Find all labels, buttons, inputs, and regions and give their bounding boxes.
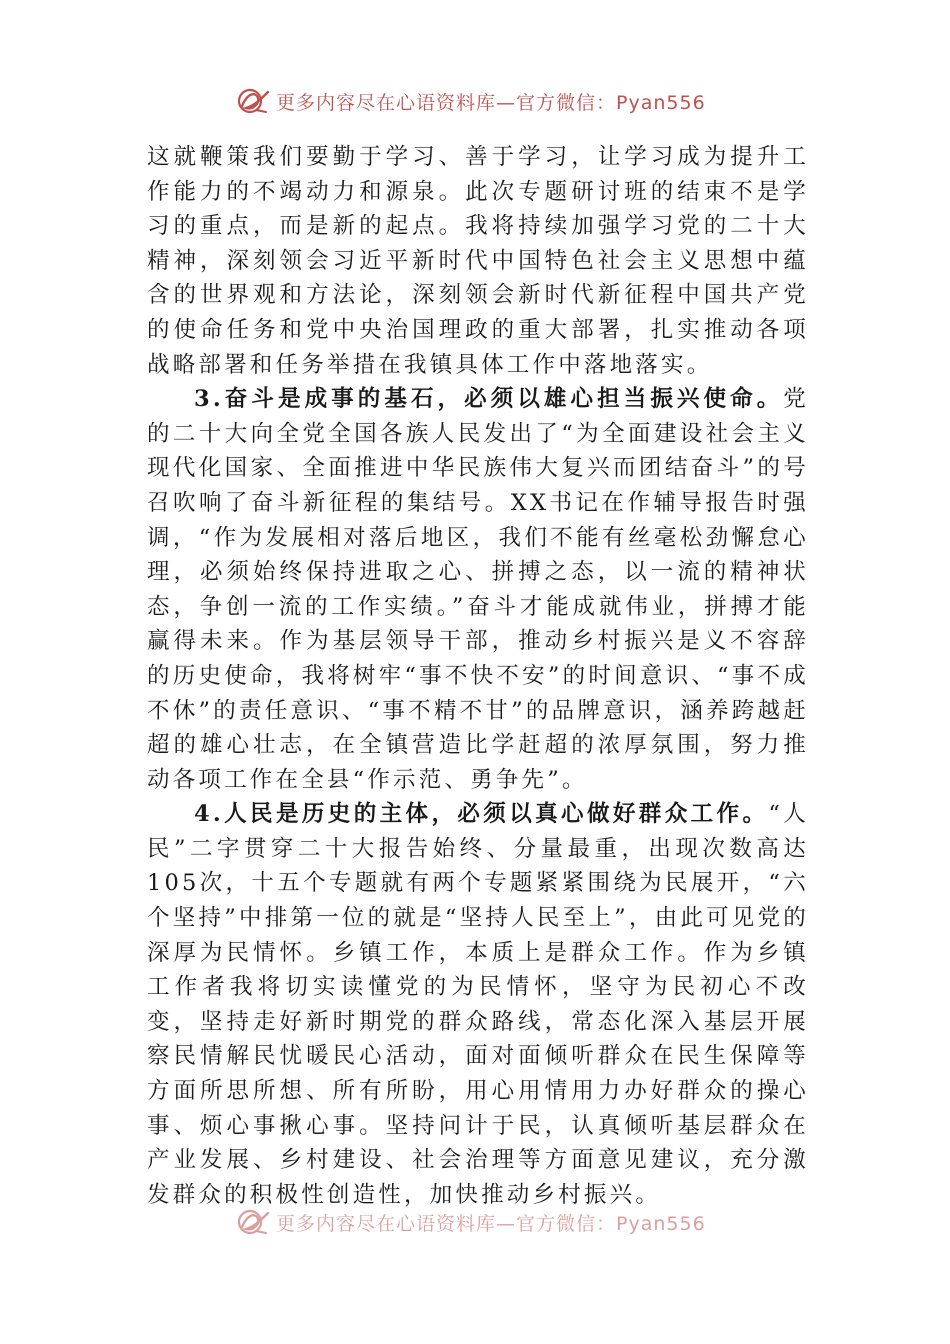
paragraph-3-body: “人民”二字贯穿二十大报告始终、分量最重，出现次数高达105次，十五个专题就有两个专题紧紧围绕为民展开，“六个坚持”中排第一位的就是“坚持人民至上”，由此可见党的深厚为民情怀。乡镇工作，本质上是群众工作。作为乡镇工作者我将切实读懂党的为民情怀，坚守为民初心不改变，坚持走好新时期党的群众路线，常态化深入基层开展察民情解民忧暖民心活动，面对面倾听群众在民生保障等方面所思所想、所有所盼，用心用情用力办好群众的操心事、烦心事揪心事。坚持问计于民，认真倾听基层群众在产业发展、乡村建设、社会治理等方面意见建议，充分激发群众的积极性创造性，加快推动乡村振兴。 [147,801,809,1208]
paragraph-3-heading: 4.人民是历史的主体，必须以真心做好群众工作。 [194,801,769,828]
paragraph-2-heading: 3.奋斗是成事的基石，必须以雄心担当振兴使命。 [194,386,784,413]
watermark-text: 更多内容尽在心语资料库—官方微信：Pyan556 [276,91,706,114]
paragraph-1 [147,140,809,382]
header-watermark [236,86,706,116]
paragraph-1-body: 这就鞭策我们要勤于学习、善于学习，让学习成为提升工作能力的不竭动力和源泉。此次专题研讨班的结束不是学习的重点，而是新的起点。我将持续加强学习党的二十大精神，深刻领会习近平新时代中国特色社会主义思想中蕴含的世界观和方法论，深刻领会新时代新征程中国共产党的使命任务和党中央治国理政的重大部署，扎实推动各项战略部署和任务举措在我镇具体工作中落地落实。 [147,144,809,378]
signature-logo-icon [236,86,270,116]
paragraph-2 [147,382,809,797]
document-body [147,140,809,1212]
footer-watermark [236,1207,706,1237]
signature-logo-icon [236,1207,270,1237]
paragraph-2-body: 党的二十大向全党全国各族人民发出了“为全面建设社会主义现代化国家、全面推进中华民族伟大复兴而团结奋斗”的号召吹响了奋斗新征程的集结号。XX书记在作辅导报告时强调，“作为发展相对落后地区，我们不能有丝毫松劲懈怠心理，必须始终保持进取之心、拼搏之态，以一流的精神状态，争创一流的工作实绩。”奋斗才能成就伟业，拼搏才能赢得未来。作为基层领导干部，推动乡村振兴是义不容辞的历史使命，我将树牢“事不快不安”的时间意识、“事不成不休”的责任意识、“事不精不甘”的品牌意识，涵养跨越赶超的雄心壮志，在全镇营造比学赶超的浓厚氛围，努力推动各项工作在全县“作示范、勇争先”。 [147,386,809,793]
paragraph-3 [147,797,809,1212]
watermark-text: 更多内容尽在心语资料库—官方微信：Pyan556 [276,1212,706,1235]
